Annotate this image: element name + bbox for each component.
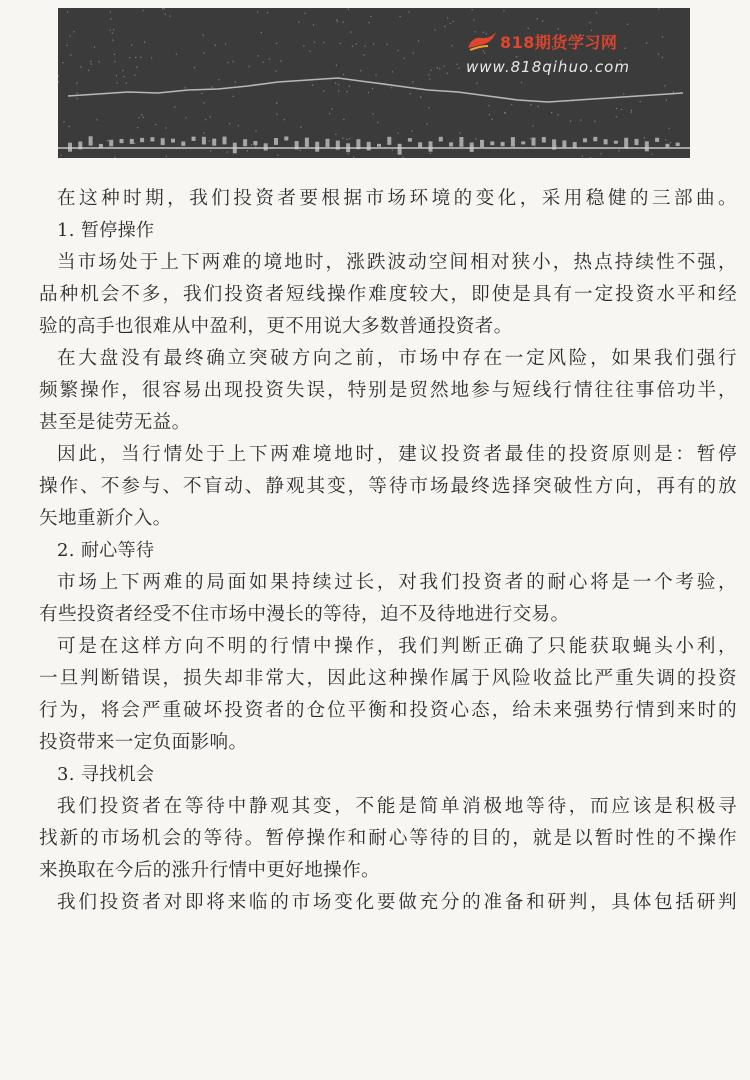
paragraph-line: 我们投资者在等待中静观其变，不能是简单消极地等待，而应该是积极寻	[57, 796, 737, 817]
candlestick-chart-image	[58, 8, 690, 158]
watermark	[466, 30, 646, 80]
paragraph-line: 行为，将会严重破坏投资者的仓位平衡和投资心态，给未来强势行情到来时的	[39, 700, 737, 721]
section-heading: 1. 暂停操作	[57, 220, 155, 241]
paragraph-line: 验的高手也很难从中盈利，更不用说大多数普通投资者。	[39, 316, 513, 337]
flame-logo-icon	[466, 30, 498, 52]
article-body	[39, 183, 737, 919]
watermark-title: 818期货学习网	[500, 33, 618, 52]
paragraph-line: 有些投资者经受不住市场中漫长的等待，迫不及待地进行交易。	[39, 604, 570, 625]
paragraph-line: 在这种时期，我们投资者要根据市场环境的变化，采用稳健的三部曲。	[57, 188, 737, 209]
paragraph-line: 市场上下两难的局面如果持续过长，对我们投资者的耐心将是一个考验，	[57, 572, 737, 593]
paragraph-line: 可是在这样方向不明的行情中操作，我们判断正确了只能获取蝇头小利，	[57, 636, 737, 657]
paragraph-line: 操作、不参与、不盲动、静观其变，等待市场最终选择突破性方向，再有的放	[39, 476, 737, 497]
watermark-url: www.818qihuo.com	[466, 58, 630, 76]
paragraph-line: 因此，当行情处于上下两难境地时，建议投资者最佳的投资原则是：暂停	[57, 444, 737, 465]
paragraph-line: 当市场处于上下两难的境地时，涨跌波动空间相对狭小，热点持续性不强，	[57, 252, 737, 273]
paragraph-line: 找新的市场机会的等待。暂停操作和耐心等待的目的，就是以暂时性的不操作	[39, 828, 737, 849]
paragraph-line: 来换取在今后的涨升行情中更好地操作。	[39, 860, 380, 881]
paragraph-line: 甚至是徒劳无益。	[39, 412, 191, 433]
paragraph-line: 在大盘没有最终确立突破方向之前，市场中存在一定风险，如果我们强行	[57, 348, 737, 369]
paragraph-line: 矢地重新介入。	[39, 508, 172, 529]
paragraph-line: 一旦判断错误，损失却非常大，因此这种操作属于风险收益比严重失调的投资	[39, 668, 737, 689]
section-heading: 3. 寻找机会	[57, 764, 155, 785]
paragraph-line: 我们投资者对即将来临的市场变化要做充分的准备和研判，具体包括研判	[57, 892, 737, 913]
section-heading: 2. 耐心等待	[57, 540, 155, 561]
paragraph-line: 频繁操作，很容易出现投资失误，特别是贸然地参与短线行情往往事倍功半，	[39, 380, 737, 401]
paragraph-line: 投资带来一定负面影响。	[39, 732, 248, 753]
paragraph-line: 品种机会不多，我们投资者短线操作难度较大，即使是具有一定投资水平和经	[39, 284, 737, 305]
